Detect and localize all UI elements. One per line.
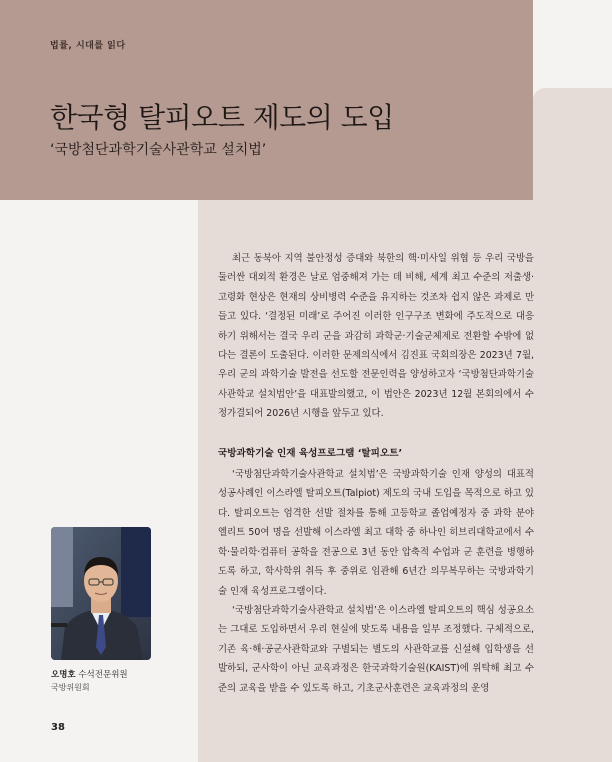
section-kicker: 법률, 시대를 읽다 xyxy=(50,41,126,51)
author-photo xyxy=(51,527,151,660)
page-number: 38 xyxy=(51,722,65,733)
page-title: 한국형 탈피오트 제도의 도입 xyxy=(50,101,394,134)
section-heading: 국방과학기술 인재 육성프로그램 ‘탈피오트’ xyxy=(218,447,403,459)
decorative-band xyxy=(533,88,612,200)
author-title: 수석전문위원 xyxy=(78,670,128,680)
header-block xyxy=(0,0,533,200)
article-paragraph-1: 최근 동북아 지역 불안정성 증대와 북한의 핵·미사일 위협 등 우리 국방을 둘러싼 대외적 환경은 날로 엄중해져 가는 데 비해, 세계 최고 수준의 저출생·고령화 현상은 현재의 상비병력 수준을 유지하는 것조차 쉽지 않은 과제로 만들고 있다. ‘결정된 미래’로 주어진 이러한 인구구조 변화에 주도적으로 대응하기 위해서는 결국 우리 군을 과감히 과학군·기술군체제로 전환할 수밖에 없다는 결론이 도출된다. 이러한 문제의식에서 김진표 국회의장은 2023년 7월, 우리 군의 과학기술 발전을 선도할 전문인력을 양성하고자 ‘국방첨단과학기술사관학교 설치법안’을 대표발의했고, 이 법안은 2023년 12월 본회의에서 수정가결되어 2026년 시행을 앞두고 있다. xyxy=(218,253,534,420)
page-subtitle: ‘국방첨단과학기술사관학교 설치법’ xyxy=(50,142,267,158)
author-org: 국방위원회 xyxy=(51,683,90,692)
article-paragraph-2: ‘국방첨단과학기술사관학교 설치법’은 국방과학기술 인재 양성의 대표적 성공사례인 이스라엘 탈피오트(Talpiot) 제도의 국내 도입을 목적으로 하고 있다. 탈피오트는 엄격한 선발 절차를 통해 고등학교 졸업예정자 중 과학 분야 엘리트 50여 명을 선발해 이스라엘 최고 대학 중 하나인 히브리대학교에서 수학·물리학·컴퓨터 공학을 전공으로 3년 동안 압축적 수업과 군 훈련을 병행하도록 하고, 학사학위 취득 후 중위로 임관해 6년간 의무복무하는 국방과학기술 인재 육성프로그램이다. xyxy=(218,469,534,597)
article-paragraph-3: ‘국방첨단과학기술사관학교 설치법’은 이스라엘 탈피오트의 핵심 성공요소는 그대로 도입하면서 우리 현실에 맞도록 내용을 일부 조정했다. 구체적으로, 기존 육·해·공군사관학교와 구별되는 별도의 사관학교를 신설해 입학생을 선발하되, 군사학이 아닌 교육과정은 한국과학기술원(KAIST)에 위탁해 최고 수준의 교육을 받을 수 있도록 하고, 기초군사훈련은 교육과정의 운영 xyxy=(218,604,534,694)
author-portrait-icon xyxy=(51,527,151,660)
author-name: 오명호 xyxy=(51,670,76,680)
author-caption xyxy=(51,668,128,680)
article-body xyxy=(218,249,534,698)
